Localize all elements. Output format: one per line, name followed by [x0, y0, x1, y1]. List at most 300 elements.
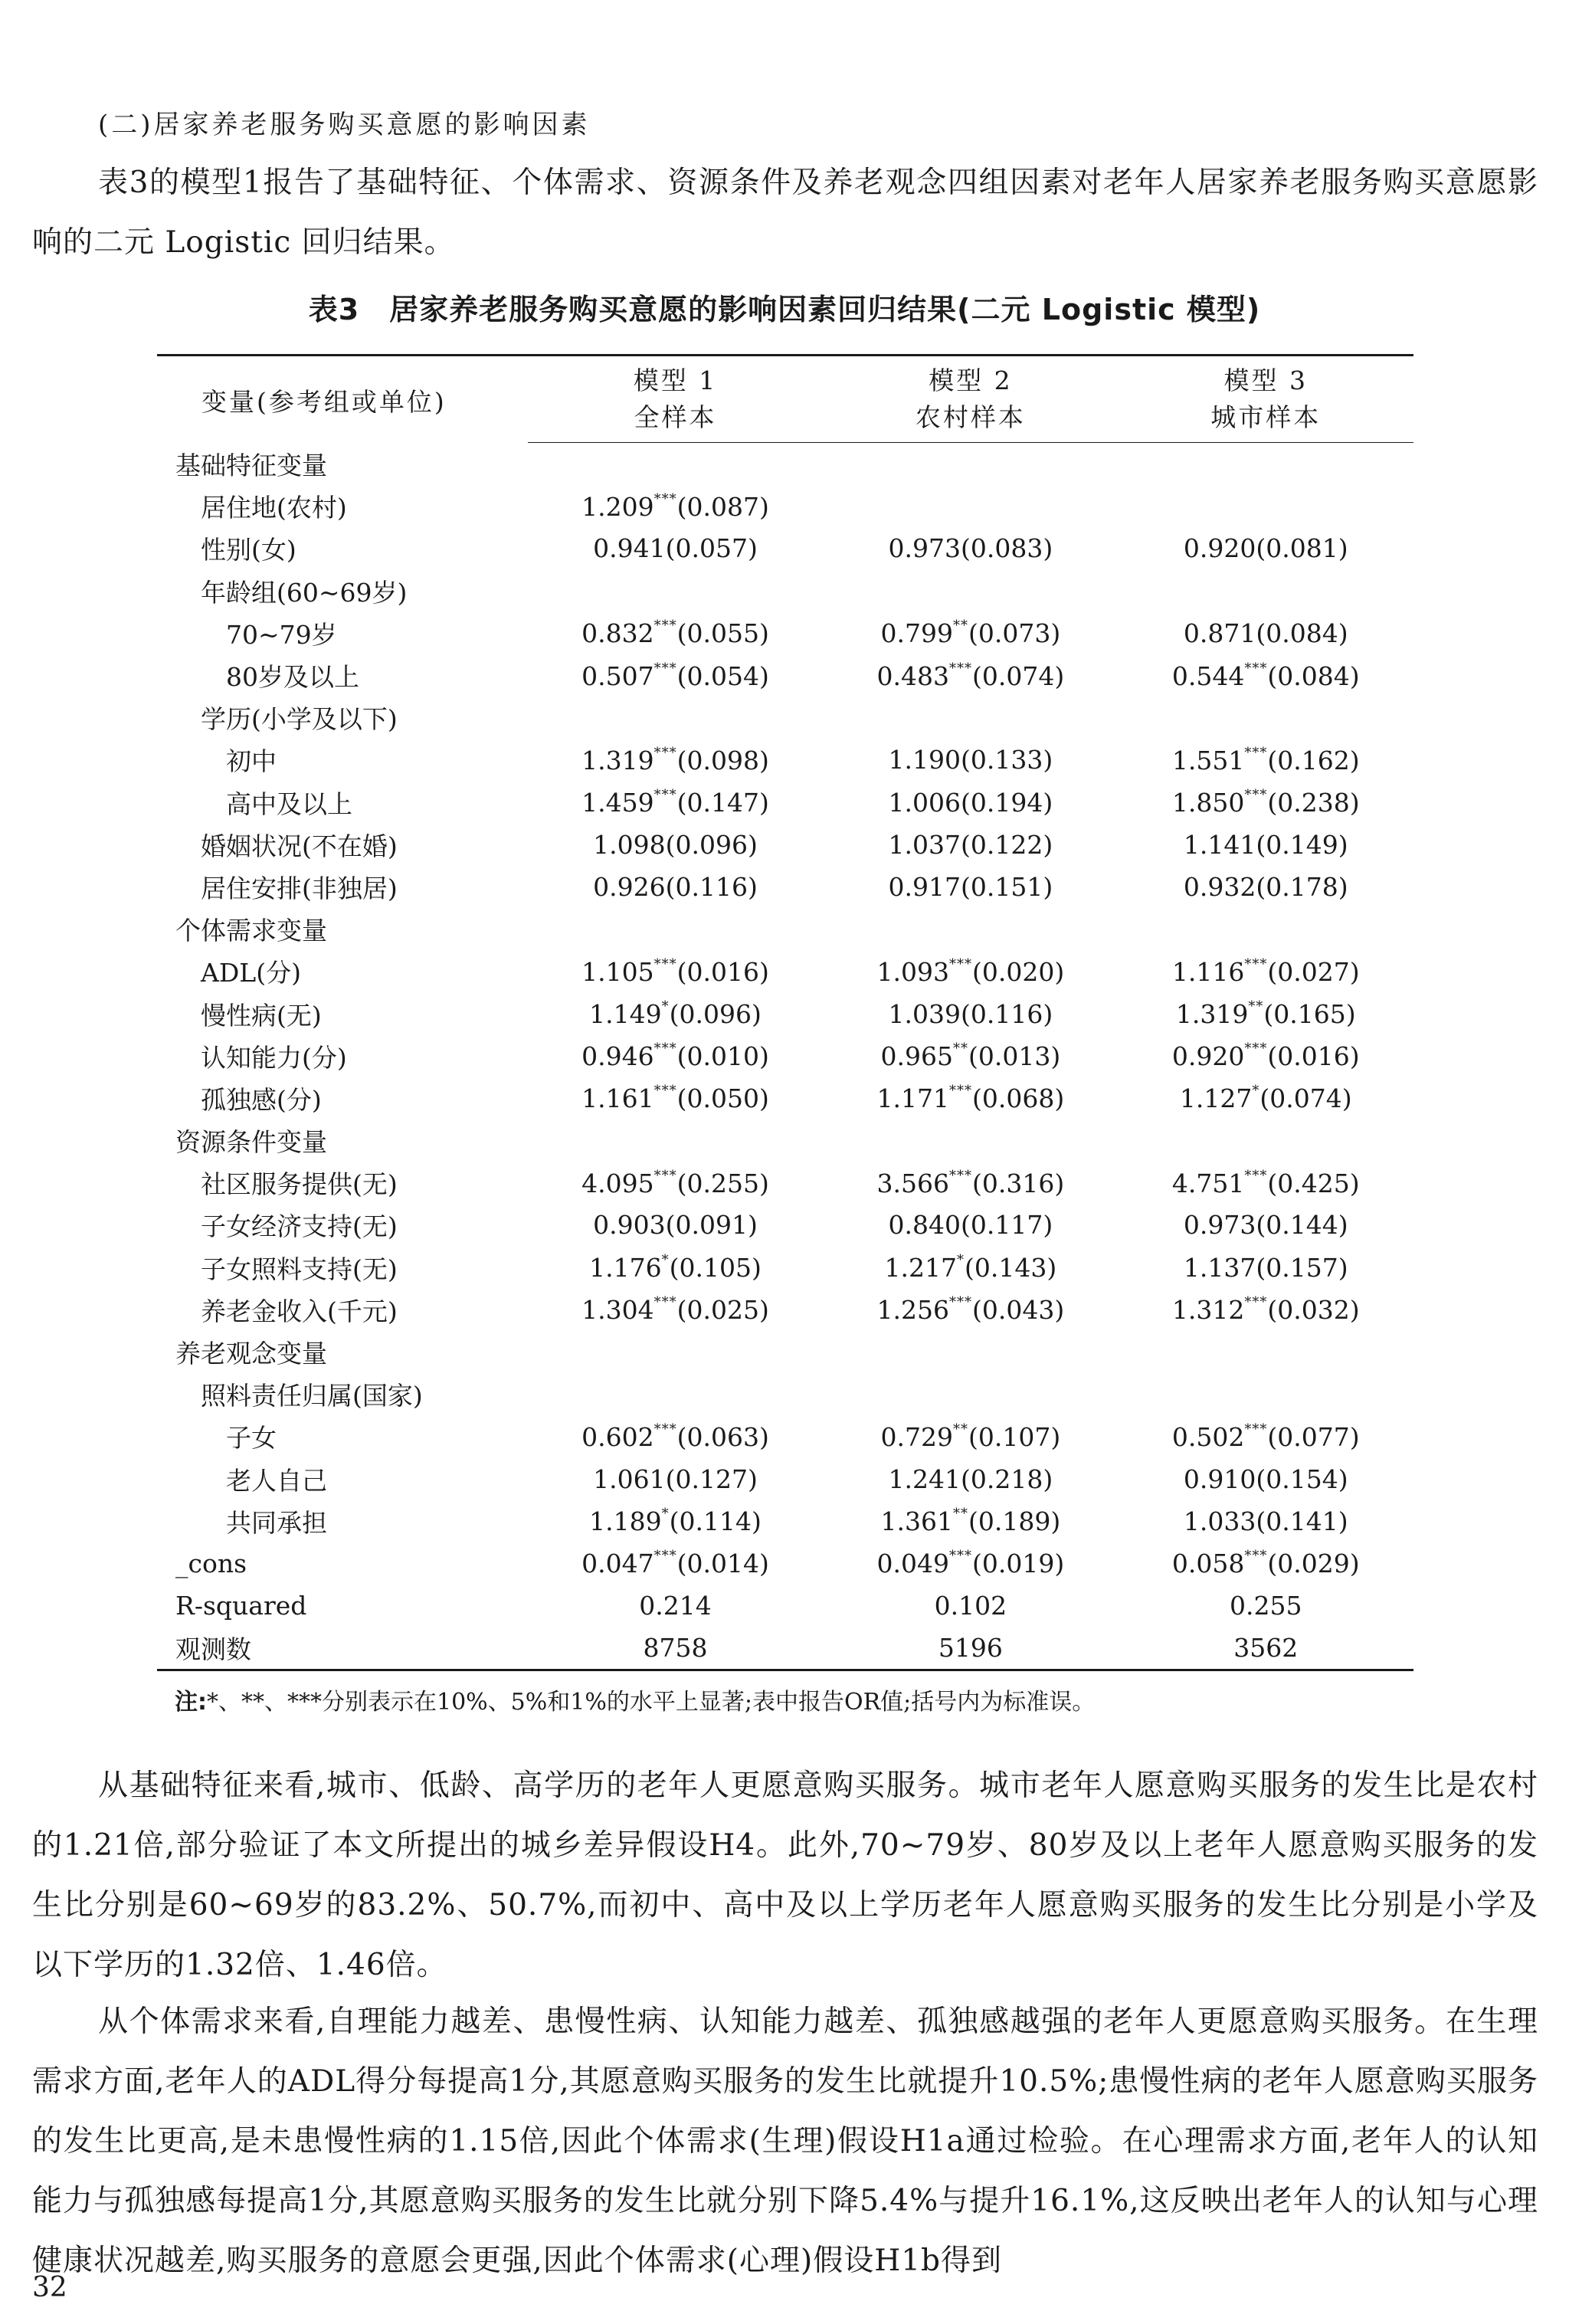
model-2-sample-header: 农村样本: [823, 399, 1118, 443]
row-label: 婚姻状况(不在婚): [201, 831, 398, 861]
model-2-cell: [823, 527, 1118, 569]
significance-stars: ***: [653, 1294, 677, 1311]
significance-stars: ***: [1244, 744, 1268, 761]
standard-error: (0.077): [1267, 1421, 1360, 1452]
significance-stars: ***: [948, 955, 972, 972]
model-3-cell: [1119, 824, 1413, 866]
model-2-cell: [823, 739, 1118, 781]
significance-stars: **: [952, 1506, 968, 1523]
regression-table: [157, 354, 1413, 1671]
coefficient-value: 1.105: [581, 956, 654, 987]
standard-error: (0.218): [960, 1464, 1053, 1494]
model-2-cell: [823, 443, 1118, 486]
model-2-cell: [823, 866, 1118, 908]
coefficient-value: 1.551: [1171, 745, 1245, 775]
significance-stars: **: [952, 1041, 968, 1057]
significance-stars: ***: [948, 1294, 972, 1311]
row-label: 居住安排(非独居): [201, 873, 398, 903]
model-2-cell: [823, 1162, 1118, 1204]
coefficient-value: 1.319: [1175, 999, 1249, 1030]
coefficient-value: 0.917: [888, 871, 961, 902]
table-row: [157, 485, 1413, 527]
model-2-cell: [823, 697, 1118, 739]
model-3-cell: [1119, 1542, 1413, 1585]
coefficient-value: 1.171: [876, 1083, 949, 1114]
standard-error: (0.117): [960, 1210, 1053, 1241]
standard-error: (0.147): [676, 788, 769, 818]
coefficient-value: 0.932: [1183, 871, 1256, 902]
model-2-cell: [823, 1035, 1118, 1077]
significance-stars: ***: [1244, 1548, 1268, 1565]
coefficient-value: 0.507: [581, 660, 654, 691]
coefficient-value: 0.941: [593, 533, 666, 564]
table-row: [157, 824, 1413, 866]
model-2-cell: [823, 1119, 1118, 1162]
standard-error: (0.063): [676, 1421, 769, 1452]
standard-error: (0.105): [669, 1253, 762, 1283]
model-2-cell: [823, 1077, 1118, 1119]
page-number: 32: [32, 2272, 67, 2303]
coefficient-value: 0.255: [1230, 1591, 1302, 1621]
significance-stars: ***: [653, 955, 677, 972]
coefficient-value: 1.850: [1171, 788, 1245, 818]
regression-table-container: [157, 354, 1413, 1671]
table-body: [157, 443, 1413, 1670]
model-1-cell: [528, 1500, 823, 1542]
model-1-header: 模型 1: [528, 356, 823, 400]
table-caption: 表3 居家养老服务购买意愿的影响因素回归结果(二元 Logistic 模型): [308, 293, 1261, 326]
standard-error: (0.141): [1256, 1506, 1348, 1536]
row-label: 养老金收入(千元): [201, 1296, 398, 1326]
standard-error: (0.073): [968, 618, 1061, 649]
significance-stars: ***: [1244, 1041, 1268, 1057]
table-row: [157, 1162, 1413, 1204]
significance-stars: **: [1248, 998, 1264, 1015]
coefficient-value: 0.926: [593, 871, 666, 902]
significance-stars: ***: [653, 660, 677, 677]
row-label: 资源条件变量: [175, 1127, 327, 1158]
significance-stars: ***: [948, 1548, 972, 1565]
model-3-cell: [1119, 1585, 1413, 1627]
model-3-cell: [1119, 1119, 1413, 1162]
coefficient-value: 1.190: [888, 745, 961, 775]
model-2-cell: [823, 908, 1118, 950]
table-row: [157, 1204, 1413, 1246]
model-2-cell: [823, 1585, 1118, 1627]
model-1-cell: [528, 824, 823, 866]
model-2-cell: [823, 1542, 1118, 1585]
standard-error: (0.316): [971, 1168, 1065, 1198]
row-label: 个体需求变量: [175, 916, 327, 946]
coefficient-value: 1.141: [1183, 829, 1256, 860]
coefficient-value: 0.920: [1183, 533, 1256, 564]
row-label: 社区服务提供(无): [201, 1169, 398, 1200]
coefficient-value: 1.006: [888, 787, 961, 818]
table-row: [157, 527, 1413, 569]
table-row: [157, 908, 1413, 950]
significance-stars: *: [661, 1252, 670, 1269]
table-row: [157, 1035, 1413, 1077]
model-1-cell: [528, 654, 823, 697]
table-row: [157, 1458, 1413, 1500]
row-label: 孤独感(分): [201, 1084, 322, 1115]
coefficient-value: 0.602: [581, 1421, 654, 1452]
model-1-cell: [528, 1119, 823, 1162]
table-row: [157, 697, 1413, 739]
standard-error: (0.178): [1256, 871, 1348, 902]
table-row: [157, 1415, 1413, 1457]
model-1-cell: [528, 570, 823, 612]
model-2-cell: [823, 1627, 1118, 1670]
coefficient-value: 1.209: [581, 491, 654, 522]
row-label: 共同承担: [226, 1507, 327, 1538]
standard-error: (0.133): [960, 745, 1053, 775]
coefficient-value: 0.973: [888, 533, 961, 564]
coefficient-value: 1.304: [581, 1295, 654, 1326]
standard-error: (0.050): [676, 1083, 769, 1114]
row-label: _cons: [175, 1548, 247, 1578]
standard-error: (0.016): [676, 956, 769, 987]
standard-error: (0.162): [1267, 745, 1360, 775]
table-row: [157, 782, 1413, 824]
row-label: 高中及以上: [226, 788, 352, 819]
model-3-cell: [1119, 1204, 1413, 1246]
table-row: [157, 1077, 1413, 1119]
model-1-cell: [528, 1162, 823, 1204]
table-row: [157, 1500, 1413, 1542]
table-note-text: *、**、***分别表示在10%、5%和1%的水平上显著;表中报告OR值;括号内为标准误。: [207, 1689, 1096, 1716]
row-label: 养老观念变量: [175, 1339, 327, 1369]
model-2-cell: [823, 1204, 1118, 1246]
table-row: [157, 992, 1413, 1034]
model-1-cell: [528, 992, 823, 1034]
model-1-cell: [528, 908, 823, 950]
row-label: 80岁及以上: [226, 662, 359, 693]
standard-error: (0.010): [676, 1041, 769, 1072]
coefficient-value: 0.903: [593, 1210, 666, 1241]
coefficient-value: 1.037: [888, 829, 961, 860]
standard-error: (0.096): [665, 829, 758, 860]
coefficient-value: 1.217: [884, 1253, 957, 1283]
coefficient-value: 0.049: [876, 1549, 949, 1579]
model-3-header: 模型 3: [1119, 356, 1413, 400]
model-2-cell: [823, 1331, 1118, 1373]
model-1-cell: [528, 1542, 823, 1585]
coefficient-value: 1.137: [1183, 1252, 1256, 1283]
table-row: [157, 570, 1413, 612]
table-row: [157, 866, 1413, 908]
coefficient-value: 1.127: [1179, 1083, 1253, 1114]
standard-error: (0.157): [1256, 1252, 1348, 1283]
coefficient-value: 1.039: [888, 998, 961, 1029]
model-2-cell: [823, 1500, 1118, 1542]
model-1-cell: [528, 739, 823, 781]
coefficient-value: 1.061: [593, 1464, 666, 1494]
standard-error: (0.165): [1263, 999, 1356, 1030]
row-label: 居住地(农村): [201, 493, 347, 523]
model-2-cell: [823, 1458, 1118, 1500]
standard-error: (0.096): [669, 999, 762, 1030]
coefficient-value: 0.729: [880, 1421, 953, 1452]
body-paragraph-2: 从个体需求来看,自理能力越差、患慢性病、认知能力越差、孤独感越强的老年人更愿意购买服务。在生理需求方面,老年人的ADL得分每提高1分,其愿意购买服务的发生比就提升10.5%;患慢性病的老年人愿意购买服务的发生比更高,是未患慢性病的1.15倍,因此个体需求(生理)假设H1a通过检验。在心理需求方面,老年人的认知能力与孤独感每提高1分,其愿意购买服务的发生比就分别下降5.4%与提升16.1%,这反映出老年人的认知与心理健康状况越差,购买服务的意愿会更强,因此个体需求(心理)假设H1b得到: [32, 2004, 1538, 2278]
standard-error: (0.116): [960, 998, 1053, 1029]
coefficient-value: 1.189: [589, 1506, 662, 1537]
coefficient-value: 5196: [938, 1633, 1003, 1664]
model-2-header: 模型 2: [823, 356, 1118, 400]
significance-stars: ***: [1244, 1421, 1268, 1437]
standard-error: (0.016): [1267, 1041, 1360, 1072]
body-paragraph-1: 从基础特征来看,城市、低龄、高学历的老年人更愿意购买服务。城市老年人愿意购买服务的发生比是农村的1.21倍,部分验证了本文所提出的城乡差异假设H4。此外,70~79岁、80岁及以上老年人愿意购买服务的发生比分别是60~69岁的83.2%、50.7%,而初中、高中及以上学历老年人愿意购买服务的发生比分别是小学及以下学历的1.32倍、1.46倍。: [32, 1768, 1538, 1982]
coefficient-value: 3562: [1233, 1633, 1299, 1664]
standard-error: (0.114): [669, 1506, 762, 1537]
standard-error: (0.143): [964, 1253, 1057, 1283]
standard-error: (0.014): [676, 1549, 769, 1579]
row-label: 观测数: [157, 1627, 528, 1670]
significance-stars: ***: [653, 1421, 677, 1437]
model-1-cell: [528, 1035, 823, 1077]
significance-stars: ***: [653, 1083, 677, 1100]
model-2-cell: [823, 1247, 1118, 1289]
model-1-cell: [528, 1458, 823, 1500]
model-1-cell: [528, 1415, 823, 1457]
standard-error: (0.255): [676, 1168, 769, 1198]
model-3-cell: [1119, 570, 1413, 612]
model-3-cell: [1119, 654, 1413, 697]
model-2-cell: [823, 485, 1118, 527]
model-3-cell: [1119, 1458, 1413, 1500]
row-label: 子女照料支持(无): [201, 1254, 398, 1284]
row-label: 70~79岁: [226, 619, 337, 650]
row-label: 照料责任归属(国家): [201, 1381, 423, 1411]
model-1-cell: [528, 1289, 823, 1331]
standard-error: (0.151): [960, 871, 1053, 902]
significance-stars: ***: [653, 1548, 677, 1565]
standard-error: (0.425): [1267, 1168, 1360, 1198]
model-3-cell: [1119, 443, 1413, 486]
significance-stars: ***: [1244, 1294, 1268, 1311]
significance-stars: *: [1252, 1083, 1260, 1100]
significance-stars: ***: [653, 490, 677, 507]
model-2-cell: [823, 570, 1118, 612]
standard-error: (0.025): [676, 1295, 769, 1326]
coefficient-value: 1.312: [1171, 1295, 1245, 1326]
model-3-cell: [1119, 527, 1413, 569]
coefficient-value: 3.566: [876, 1168, 949, 1198]
model-3-cell: [1119, 1500, 1413, 1542]
coefficient-value: 1.256: [876, 1295, 949, 1326]
model-1-cell: [528, 485, 823, 527]
table-row: [157, 443, 1413, 486]
model-3-cell: [1119, 1247, 1413, 1289]
table-row: [157, 1373, 1413, 1415]
standard-error: (0.032): [1267, 1295, 1360, 1326]
model-1-cell: [528, 950, 823, 992]
model-1-cell: [528, 1373, 823, 1415]
standard-error: (0.087): [676, 491, 769, 522]
standard-error: (0.084): [1256, 618, 1348, 648]
significance-stars: ***: [1244, 787, 1268, 804]
model-2-cell: [823, 612, 1118, 654]
table-row: [157, 1289, 1413, 1331]
standard-error: (0.027): [1267, 956, 1360, 987]
standard-error: (0.194): [960, 787, 1053, 818]
standard-error: (0.127): [665, 1464, 758, 1494]
model-1-cell: [528, 527, 823, 569]
standard-error: (0.054): [676, 660, 769, 691]
significance-stars: *: [956, 1252, 965, 1269]
coefficient-value: 4.095: [581, 1168, 654, 1198]
table-row: [157, 1542, 1413, 1585]
standard-error: (0.068): [971, 1083, 1065, 1114]
significance-stars: ***: [653, 787, 677, 804]
model-3-cell: [1119, 1415, 1413, 1457]
row-label: 年龄组(60~69岁): [201, 577, 408, 608]
model-3-cell: [1119, 1035, 1413, 1077]
table-note: [175, 1686, 1095, 1719]
intro-paragraph: 表3的模型1报告了基础特征、个体需求、资源条件及养老观念四组因素对老年人居家养老服务购买意愿影响的二元 Logistic 回归结果。: [32, 166, 1538, 260]
standard-error: (0.013): [968, 1041, 1061, 1072]
significance-stars: *: [661, 998, 670, 1015]
coefficient-value: 0.840: [888, 1210, 961, 1241]
row-label: 学历(小学及以下): [201, 704, 398, 735]
model-3-cell: [1119, 1373, 1413, 1415]
model-3-cell: [1119, 1289, 1413, 1331]
coefficient-value: 0.871: [1183, 618, 1256, 648]
significance-stars: ***: [948, 1167, 972, 1184]
model-3-cell: [1119, 992, 1413, 1034]
model-1-cell: [528, 1077, 823, 1119]
model-1-cell: [528, 1204, 823, 1246]
table-row: [157, 654, 1413, 697]
standard-error: (0.055): [676, 618, 769, 649]
row-label: R-squared: [175, 1591, 307, 1621]
coefficient-value: 0.047: [581, 1549, 654, 1579]
significance-stars: ***: [1244, 660, 1268, 677]
model-3-cell: [1119, 782, 1413, 824]
table-row: [157, 1119, 1413, 1162]
model-3-cell: [1119, 697, 1413, 739]
significance-stars: ***: [653, 1041, 677, 1057]
model-3-sample-header: 城市样本: [1119, 399, 1413, 443]
significance-stars: ***: [653, 744, 677, 761]
standard-error: (0.043): [971, 1295, 1065, 1326]
standard-error: (0.084): [1267, 660, 1360, 691]
model-1-cell: [528, 612, 823, 654]
significance-stars: *: [661, 1506, 670, 1523]
coefficient-value: 8758: [643, 1633, 708, 1664]
standard-error: (0.098): [676, 745, 769, 775]
coefficient-value: 1.149: [589, 999, 662, 1030]
standard-error: (0.189): [968, 1506, 1061, 1537]
coefficient-value: 0.483: [876, 660, 949, 691]
coefficient-value: 4.751: [1171, 1168, 1245, 1198]
coefficient-value: 0.214: [639, 1591, 712, 1621]
section-heading: (二)居家养老服务购买意愿的影响因素: [98, 110, 591, 140]
model-3-cell: [1119, 612, 1413, 654]
row-label: 子女: [226, 1423, 277, 1454]
model-2-cell: [823, 992, 1118, 1034]
model-2-cell: [823, 654, 1118, 697]
coefficient-value: 1.033: [1183, 1506, 1256, 1536]
model-1-sample-header: 全样本: [528, 399, 823, 443]
row-label: 老人自己: [226, 1465, 327, 1496]
coefficient-value: 1.093: [876, 956, 949, 987]
model-3-cell: [1119, 485, 1413, 527]
table-row: [157, 612, 1413, 654]
standard-error: (0.074): [1259, 1083, 1352, 1114]
standard-error: (0.019): [971, 1549, 1065, 1579]
row-label: 子女经济支持(无): [201, 1211, 398, 1242]
standard-error: (0.029): [1267, 1549, 1360, 1579]
table-row: [157, 1247, 1413, 1289]
standard-error: (0.149): [1256, 829, 1348, 860]
row-label: 初中: [226, 746, 277, 777]
coefficient-value: 1.361: [880, 1506, 953, 1537]
table-row: [157, 1331, 1413, 1373]
standard-error: (0.081): [1256, 533, 1348, 564]
model-3-cell: [1119, 950, 1413, 992]
coefficient-value: 1.459: [581, 788, 654, 818]
coefficient-value: 0.799: [880, 618, 953, 649]
significance-stars: ***: [948, 1083, 972, 1100]
row-label: 认知能力(分): [201, 1042, 347, 1073]
table-header-row-1: [157, 356, 1413, 400]
model-3-cell: [1119, 1077, 1413, 1119]
significance-stars: ***: [948, 660, 972, 677]
significance-stars: ***: [653, 1167, 677, 1184]
model-1-cell: [528, 782, 823, 824]
model-1-cell: [528, 1331, 823, 1373]
model-3-cell: [1119, 866, 1413, 908]
table-row: [157, 950, 1413, 992]
model-1-cell: [528, 443, 823, 486]
coefficient-value: 0.965: [880, 1041, 953, 1072]
model-1-cell: [528, 1627, 823, 1670]
coefficient-value: 1.241: [888, 1464, 961, 1494]
model-1-cell: [528, 1585, 823, 1627]
standard-error: (0.144): [1256, 1210, 1348, 1241]
standard-error: (0.020): [971, 956, 1065, 987]
model-1-cell: [528, 1247, 823, 1289]
model-2-cell: [823, 950, 1118, 992]
model-1-cell: [528, 697, 823, 739]
model-2-cell: [823, 824, 1118, 866]
row-label: 性别(女): [201, 535, 296, 565]
model-3-cell: [1119, 739, 1413, 781]
significance-stars: ***: [1244, 1167, 1268, 1184]
model-3-cell: [1119, 1331, 1413, 1373]
row-label: 基础特征变量: [175, 450, 327, 480]
standard-error: (0.154): [1256, 1464, 1348, 1494]
coefficient-value: 1.116: [1171, 956, 1245, 987]
row-label: 慢性病(无): [201, 1000, 322, 1031]
coefficient-value: 0.832: [581, 618, 654, 649]
standard-error: (0.083): [960, 533, 1053, 564]
significance-stars: ***: [1244, 955, 1268, 972]
standard-error: (0.107): [968, 1421, 1061, 1452]
standard-error: (0.091): [665, 1210, 758, 1241]
row-label: ADL(分): [201, 958, 301, 988]
model-3-cell: [1119, 1627, 1413, 1670]
model-3-cell: [1119, 908, 1413, 950]
model-2-cell: [823, 782, 1118, 824]
standard-error: (0.122): [960, 829, 1053, 860]
coefficient-value: 0.920: [1171, 1041, 1245, 1072]
model-1-cell: [528, 866, 823, 908]
coefficient-value: 1.161: [581, 1083, 654, 1114]
table-row: [157, 739, 1413, 781]
coefficient-value: 0.946: [581, 1041, 654, 1072]
